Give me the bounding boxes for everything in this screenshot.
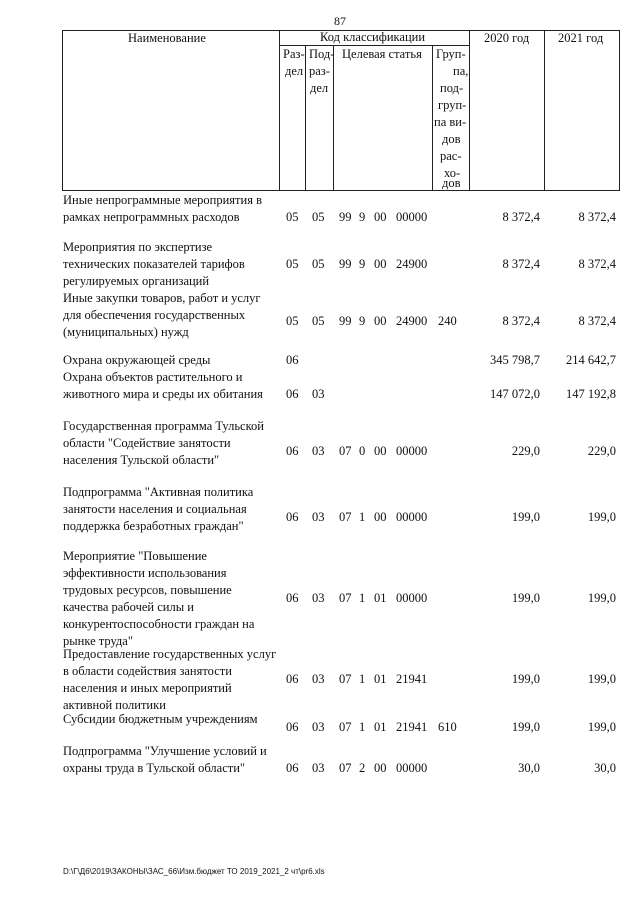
row-value-2020: 147 072,0 [490,387,540,401]
row-value-2021: 214 642,7 [566,353,616,367]
row-value-2020: 199,0 [511,591,540,605]
row-cs-program: 07 [339,444,352,458]
row-cs-main: 01 [374,591,387,605]
row-razdel: 06 [286,353,299,367]
row-cs-sub: 0 [359,444,366,458]
header-razdel-2: дел [285,64,304,78]
row-razdel: 06 [286,761,299,775]
row-value-2021: 147 192,8 [566,387,616,401]
row-cs-direction: 00000 [396,510,428,524]
row-cs-direction: 24900 [396,257,428,271]
row-cs-main: 00 [374,444,387,458]
row-cs-main: 01 [374,672,387,686]
header-gruppa-3: под- [440,81,464,95]
row-podrazdel: 03 [312,672,325,686]
row-vid-rashodov: 610 [438,720,457,734]
header-2021-cell [544,30,620,191]
row-podrazdel: 03 [312,510,325,524]
row-podrazdel: 03 [312,591,325,605]
row-name: Охрана окружающей среды [63,353,211,367]
row-cs-program: 07 [339,591,352,605]
row-cs-main: 01 [374,720,387,734]
row-name: Мероприятия по экспертизе технических показателей тарифов регулируемых организаций [63,240,245,288]
row-cs-main: 00 [374,510,387,524]
row-value-2020: 30,0 [518,761,540,775]
header-gruppa-6: дов [442,132,461,146]
row-name: Субсидии бюджетным учреждениям [63,712,258,726]
row-cs-program: 99 [339,257,352,271]
row-value-2020: 229,0 [511,444,540,458]
row-podrazdel: 03 [312,720,325,734]
row-name: Подпрограмма "Улучшение условий и охраны труда в Тульской области" [63,744,267,775]
header-gruppa-9: дов [442,176,461,190]
header-gruppa-7: рас- [440,149,462,163]
row-cs-program: 07 [339,672,352,686]
row-name: Государственная программа Тульской области "Содействие занятости населения Тульской области" [63,419,264,467]
header-code: Код классификации [320,30,426,44]
header-gruppa-2: па, [453,64,469,78]
row-value-2021: 8 372,4 [578,210,616,224]
row-value-2021: 229,0 [587,444,616,458]
row-cs-sub: 9 [359,210,366,224]
row-razdel: 06 [286,672,299,686]
row-cs-sub: 1 [359,510,366,524]
row-podrazdel: 05 [312,314,325,328]
row-value-2021: 8 372,4 [578,314,616,328]
row-razdel: 06 [286,720,299,734]
row-cs-program: 07 [339,761,352,775]
row-cs-sub: 9 [359,314,366,328]
row-razdel: 05 [286,257,299,271]
row-cs-direction: 00000 [396,444,428,458]
row-value-2021: 199,0 [587,591,616,605]
row-cs-program: 07 [339,720,352,734]
row-value-2020: 345 798,7 [490,353,540,367]
row-value-2020: 8 372,4 [502,210,540,224]
row-razdel: 05 [286,210,299,224]
row-value-2020: 199,0 [511,510,540,524]
header-gruppa-5: па ви- [434,115,467,129]
row-cs-direction: 00000 [396,210,428,224]
header-razdel-1: Раз- [283,47,305,61]
row-value-2021: 8 372,4 [578,257,616,271]
header-tselevaya: Целевая статья [342,47,422,61]
row-cs-sub: 1 [359,591,366,605]
header-name-cell [62,30,280,191]
row-cs-direction: 21941 [396,672,428,686]
header-name: Наименование [128,31,206,45]
row-cs-main: 00 [374,761,387,775]
row-razdel: 05 [286,314,299,328]
row-vid-rashodov: 240 [438,314,457,328]
header-podrazdel-3: дел [310,81,329,95]
row-value-2021: 199,0 [587,720,616,734]
row-value-2020: 199,0 [511,672,540,686]
row-name: Подпрограмма "Активная политика занятости населения и социальная поддержка безработных граждан" [63,485,254,533]
row-razdel: 06 [286,444,299,458]
header-gruppa-8: хо- [444,166,461,180]
header-2021: 2021 год [558,31,604,45]
row-value-2020: 8 372,4 [502,257,540,271]
row-podrazdel: 03 [312,761,325,775]
header-gruppa-4: груп- [438,98,467,112]
header-gruppa-1: Груп- [436,47,466,61]
row-cs-sub: 2 [359,761,366,775]
header-2020: 2020 год [484,31,530,45]
row-podrazdel: 05 [312,210,325,224]
row-name: Мероприятие "Повышение эффективности использования трудовых ресурсов, повышение качества рабочей силы и конкурентоспособности граждан на рынке труда" [63,549,255,648]
row-cs-sub: 1 [359,672,366,686]
row-cs-sub: 1 [359,720,366,734]
row-razdel: 06 [286,387,299,401]
row-razdel: 06 [286,510,299,524]
row-cs-program: 99 [339,210,352,224]
row-cs-main: 00 [374,257,387,271]
row-name: Предоставление государственных услуг в области содействия занятости населения и иных мероприятий активной политики [63,647,277,712]
header-2020-cell [469,30,545,191]
page-number: 87 [334,14,346,28]
row-cs-main: 00 [374,210,387,224]
header-tselevaya-cell [333,45,433,191]
row-value-2020: 199,0 [511,720,540,734]
row-cs-direction: 24900 [396,314,428,328]
row-razdel: 06 [286,591,299,605]
row-name: Охрана объектов растительного и животного мира и среды их обитания [63,370,263,401]
row-cs-direction: 21941 [396,720,428,734]
row-name: Иные закупки товаров, работ и услуг для обеспечения государственных (муниципальных) нужд [63,291,261,339]
row-cs-program: 07 [339,510,352,524]
row-value-2021: 199,0 [587,510,616,524]
row-value-2021: 199,0 [587,672,616,686]
row-value-2020: 8 372,4 [502,314,540,328]
row-podrazdel: 03 [312,387,325,401]
row-cs-sub: 9 [359,257,366,271]
row-cs-direction: 00000 [396,761,428,775]
row-podrazdel: 03 [312,444,325,458]
row-cs-program: 99 [339,314,352,328]
header-podrazdel-1: Под- [309,47,335,61]
row-podrazdel: 05 [312,257,325,271]
row-cs-main: 00 [374,314,387,328]
row-cs-direction: 00000 [396,591,428,605]
row-name: Иные непрограммные мероприятия в рамках непрограммных расходов [63,193,262,224]
row-value-2021: 30,0 [594,761,616,775]
file-path-footer: D:\Г\Д6\2019\ЗАКОНЫ\ЗАС_66\Изм.бюджет ТО 2019_2021_2 чт\pr6.xls [63,867,325,876]
header-podrazdel-2: раз- [309,64,330,78]
